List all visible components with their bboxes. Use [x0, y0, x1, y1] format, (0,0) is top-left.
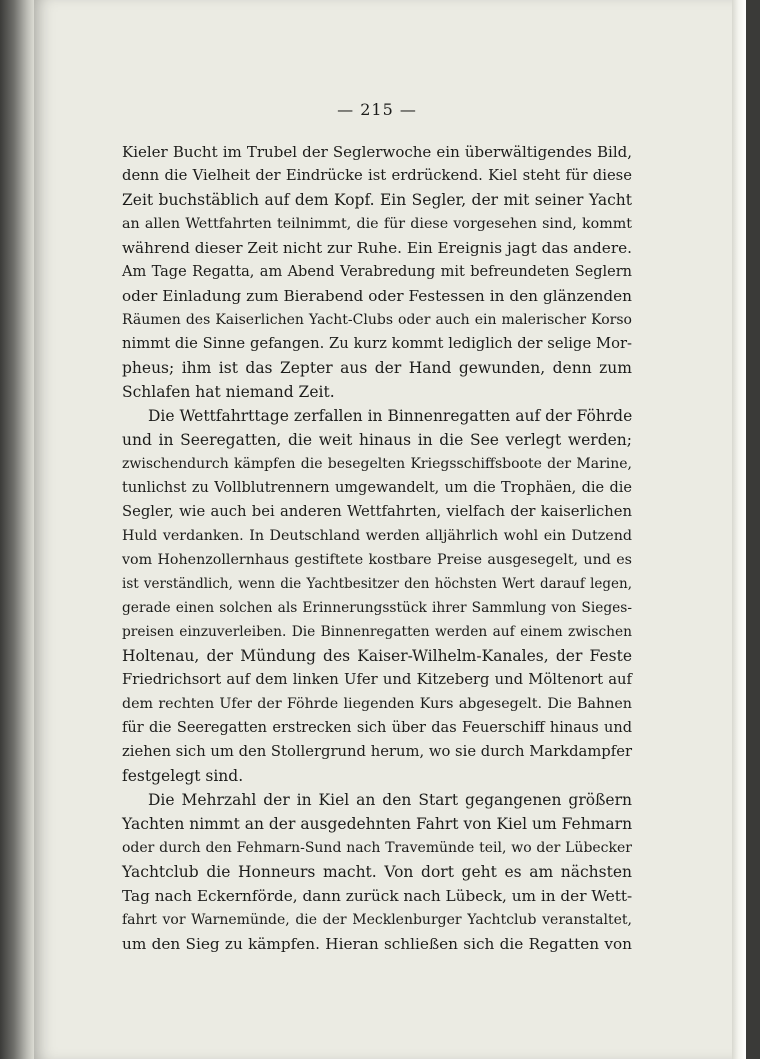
paragraph-start-line: Die Mehrzahl der in Kiel an den Start gegangenen größern: [148, 791, 632, 809]
text-line: ziehen sich um den Stollergrund herum, wo sie durch Markdampfer: [122, 743, 632, 760]
text-line: festgelegt sind.: [122, 767, 244, 785]
text-line: denn die Vielheit der Eindrücke ist erdrückend. Kiel steht für diese: [122, 167, 632, 184]
text-line: Schlafen hat niemand Zeit.: [122, 383, 335, 401]
text-line: und in Seeregatten, die weit hinaus in die See verlegt werden;: [122, 431, 632, 449]
text-line: um den Sieg zu kämpfen. Hieran schließen sich die Regatten von: [122, 935, 632, 953]
text-line: preisen einzuverleiben. Die Binnenregatten werden auf einem zwischen: [122, 624, 632, 640]
book-spine: [0, 0, 34, 1059]
text-line: Zeit buchstäblich auf dem Kopf. Ein Segler, der mit seiner Yacht: [122, 191, 632, 209]
text-line: Holtenau, der Mündung des Kaiser-Wilhelm-Kanales, der Feste: [122, 647, 632, 665]
text-line: Yachtclub die Honneurs macht. Von dort geht es am nächsten: [122, 863, 632, 881]
text-line: gerade einen solchen als Erinnerungsstück ihrer Sammlung von Sieges-: [122, 600, 632, 616]
text-line: Segler, wie auch bei anderen Wettfahrten, vielfach der kaiserlichen: [122, 503, 632, 520]
book-page: [34, 0, 746, 1059]
text-line: Räumen des Kaiserlichen Yacht-Clubs oder auch ein malerischer Korso: [122, 312, 632, 328]
text-line: fahrt vor Warnemünde, die der Mecklenburger Yachtclub veranstaltet,: [122, 912, 632, 928]
text-line: dem rechten Ufer der Föhrde liegenden Kurs abgesegelt. Die Bahnen: [122, 696, 632, 712]
text-line: Huld verdanken. In Deutschland werden alljährlich wohl ein Dutzend: [122, 528, 632, 544]
text-line: nimmt die Sinne gefangen. Zu kurz kommt lediglich der selige Mor-: [122, 335, 632, 352]
text-line: oder durch den Fehmarn-Sund nach Travemünde teil, wo der Lübecker: [122, 840, 632, 856]
text-line: Kieler Bucht im Trubel der Seglerwoche ein überwältigendes Bild,: [122, 143, 632, 161]
text-line: Friedrichsort auf dem linken Ufer und Kitzeberg und Möltenort auf: [122, 671, 632, 688]
page-edge: [732, 0, 746, 1059]
page-number-header: — 215 —: [337, 100, 417, 119]
text-line: Am Tage Regatta, am Abend Verabredung mit befreundeten Seglern: [122, 264, 632, 280]
text-line: ist verständlich, wenn die Yachtbesitzer den höchsten Wert darauf legen,: [122, 576, 632, 592]
text-line: zwischendurch kämpfen die besegelten Kriegsschiffsboote der Marine,: [122, 456, 632, 472]
text-line: oder Einladung zum Bierabend oder Festessen in den glänzenden: [122, 287, 632, 305]
text-line: für die Seeregatten erstrecken sich über das Feuerschiff hinaus und: [122, 720, 632, 736]
text-line: an allen Wettfahrten teilnimmt, die für diese vorgesehen sind, kommt: [122, 216, 632, 232]
paragraph-start-line: Die Wettfahrttage zerfallen in Binnenregatten auf der Föhrde: [148, 407, 633, 425]
text-line: Tag nach Eckernförde, dann zurück nach Lübeck, um in der Wett-: [122, 887, 633, 905]
text-line: vom Hohenzollernhaus gestiftete kostbare Preise ausgesegelt, und es: [122, 552, 632, 568]
text-line: Yachten nimmt an der ausgedehnten Fahrt von Kiel um Fehmarn: [122, 815, 633, 833]
text-line: pheus; ihm ist das Zepter aus der Hand gewunden, denn zum: [122, 359, 632, 377]
text-line: während dieser Zeit nicht zur Ruhe. Ein Ereignis jagt das andere.: [122, 239, 632, 257]
text-line: tunlichst zu Vollblutrennern umgewandelt, um die Trophäen, die die: [122, 480, 632, 496]
